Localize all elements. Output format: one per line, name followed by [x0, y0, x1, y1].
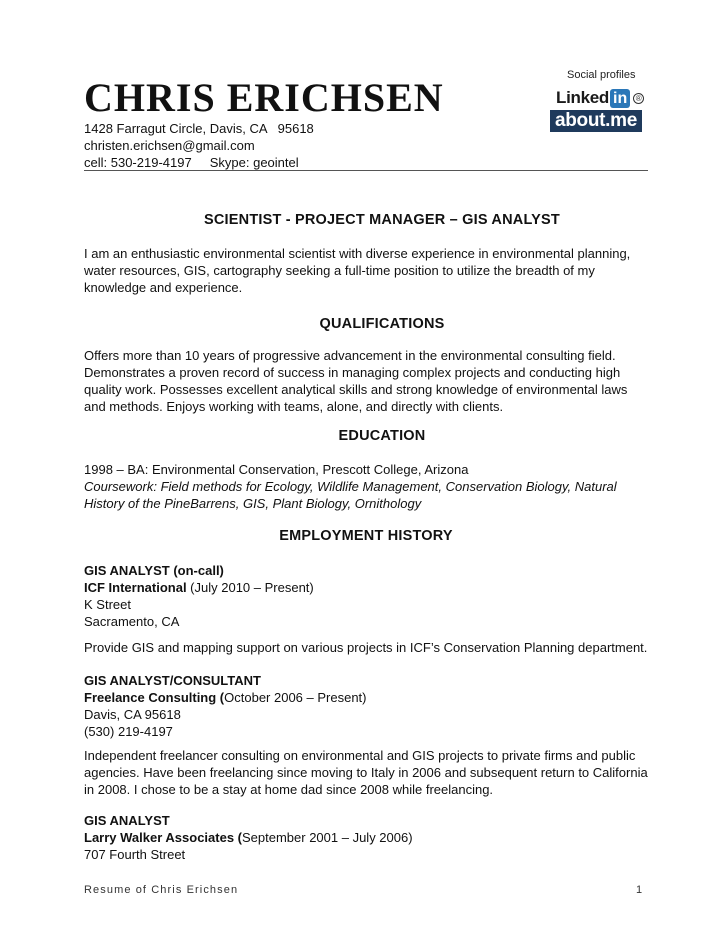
degree: 1998 – BA: Environmental Conservation, Prescott College, Arizona: [84, 462, 469, 477]
job-title: GIS ANALYST: [84, 813, 170, 828]
job-dates: October 2006 – Present): [224, 690, 367, 705]
aboutme-logo[interactable]: about.me: [550, 110, 642, 132]
social-profiles-label: Social profiles: [567, 69, 636, 81]
job-address-line: Davis, CA 95618: [84, 707, 181, 722]
page-number: 1: [636, 884, 643, 896]
job-title-heading: SCIENTIST - PROJECT MANAGER – GIS ANALYST: [204, 212, 560, 228]
education-heading: EDUCATION: [338, 428, 426, 444]
job-description: Provide GIS and mapping support on various projects in ICF’s Conservation Planning department.: [84, 640, 648, 655]
job-title: GIS ANALYST/CONSULTANT: [84, 673, 261, 688]
job-entry: [84, 812, 648, 863]
employment-heading: EMPLOYMENT HISTORY: [279, 528, 453, 544]
job-entry: [84, 562, 648, 630]
phone-skype: cell: 530-219-4197 Skype: geointel: [84, 155, 299, 170]
qualifications-heading: QUALIFICATIONS: [319, 316, 445, 332]
job-entry: [84, 672, 648, 740]
header-divider: [84, 170, 648, 171]
summary-text: I am an enthusiastic environmental scientist with diverse experience in environmental planning, water resources, GIS, cartography seeking a full-time position to utilize the breadth of my knowledge and experience.: [84, 246, 631, 295]
job-address-line: Sacramento, CA: [84, 614, 180, 629]
qualifications-text: Offers more than 10 years of progressive advancement in the environmental consulting field. Demonstrates a proven record of success in managing complex projects and conducting high quality work. Possesses excellent analytical skills and strong knowledge of environmental laws and methods. Enjoys working with teams, alone, and directly with clients.: [84, 348, 628, 414]
email: christen.erichsen@gmail.com: [84, 138, 255, 153]
job-dates: September 2001 – July 2006): [242, 830, 413, 845]
address: 1428 Farragut Circle, Davis, CA 95618: [84, 121, 314, 136]
job-description: Independent freelancer consulting on environmental and GIS projects to private firms and public agencies. Have been freelancing since moving to Italy in 2006 and subsequent return to California in 2008. I chose to be a stay at home dad since 2008 while freelancing.: [84, 748, 648, 797]
job-title: GIS ANALYST (on-call): [84, 563, 224, 578]
footer-text: Resume of Chris Erichsen: [84, 884, 239, 896]
coursework: Coursework: Field methods for Ecology, Wildlife Management, Conservation Biology, Natural History of the PineBarrens, GIS, Plant Biology, Ornithology: [84, 479, 617, 511]
job-address-line: 707 Fourth Street: [84, 847, 186, 862]
contact-block: [84, 120, 314, 171]
job-dates: (July 2010 – Present): [186, 580, 314, 595]
job-address-line: (530) 219-4197: [84, 724, 173, 739]
employer: Larry Walker Associates (: [84, 830, 242, 845]
linkedin-logo[interactable]: Linked in ®: [556, 88, 644, 108]
education-block: [84, 461, 648, 512]
candidate-name: CHRIS ERICHSEN: [84, 75, 444, 120]
job-address-line: K Street: [84, 597, 131, 612]
employer: ICF International: [84, 580, 187, 595]
employer: Freelance Consulting (: [84, 690, 225, 705]
